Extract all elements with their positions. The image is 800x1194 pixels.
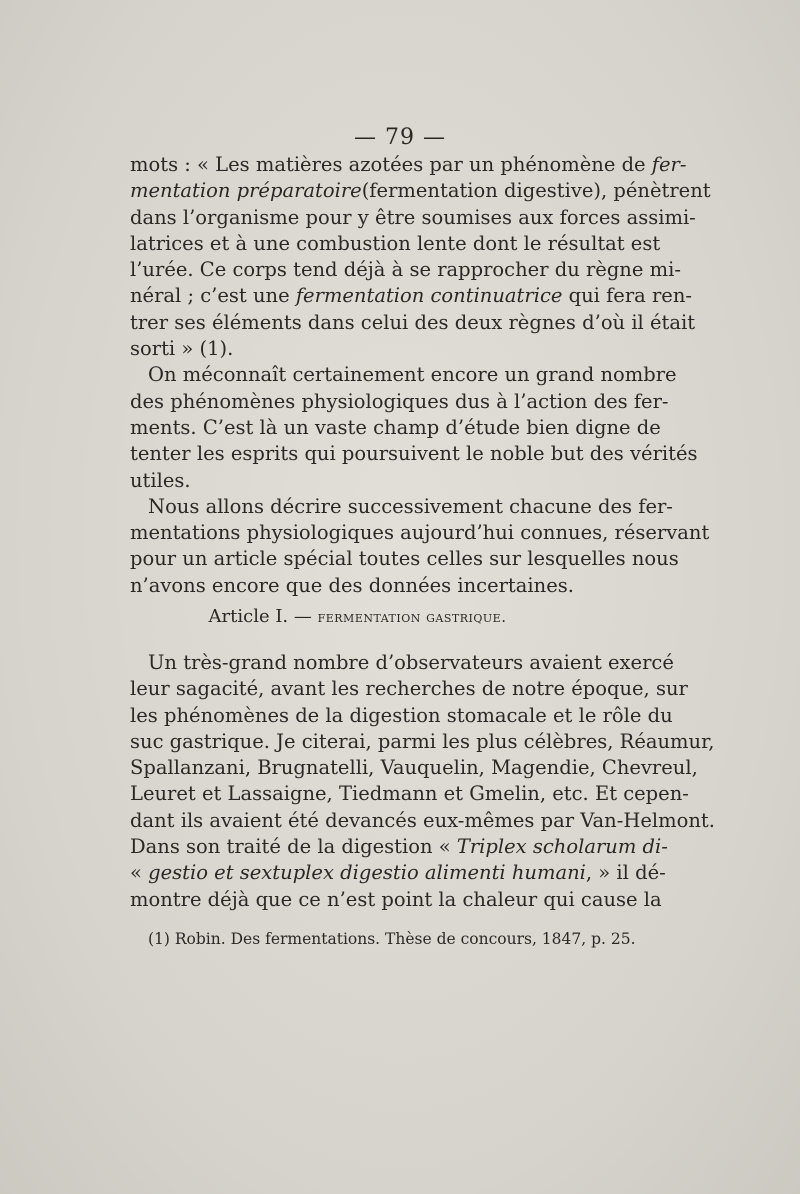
text-line (130, 808, 715, 834)
text-line (130, 389, 669, 415)
text-segment: Nous allons décrire successivement chacune des fer- (148, 494, 673, 518)
text-segment: pour un article spécial toutes celles sur lesquelles nous (130, 547, 679, 571)
text-segment: fermentation continuatrice (295, 284, 563, 308)
text-segment: (fermentation digestive), pénètrent (361, 179, 711, 203)
text-segment: suc gastrique. Je citerai, parmi les plus célèbres, Réaumur, (130, 729, 715, 753)
text-line (130, 494, 673, 520)
text-line (130, 729, 715, 755)
text-segment: Spallanzani, Brugnatelli, Vauquelin, Magendie, Chevreul, (130, 756, 698, 780)
text-segment: les phénomènes de la digestion stomacale et le rôle du (130, 703, 673, 727)
text-segment: qui fera ren- (562, 284, 692, 308)
text-segment: Triplex scholarum di- (456, 835, 668, 859)
text-line (130, 834, 668, 860)
text-segment: n’avons encore que des données incertaines. (130, 573, 574, 597)
text-segment: l’urée. Ce corps tend déjà à se rapprocher du règne mi- (130, 258, 681, 282)
text-line (130, 520, 710, 546)
text-line (130, 178, 711, 204)
text-segment: On méconnaît certainement encore un grand nombre (148, 363, 677, 387)
text-segment: trer ses éléments dans celui des deux règnes d’où il était (130, 310, 696, 334)
text-line (130, 415, 661, 441)
text-line (130, 468, 585, 494)
text-segment: latrices et à une combustion lente dont le résultat est (130, 231, 661, 255)
footnote: (1) Robin. Des fermentations. Thèse de concours, 1847, p. 25. (148, 930, 636, 948)
text-segment: sorti » (1). (130, 337, 234, 361)
text-segment: dant ils avaient été devancés eux-mêmes par Van-Helmont. (130, 808, 715, 832)
text-line (130, 781, 689, 807)
text-line (130, 310, 696, 336)
text-line (130, 860, 666, 886)
text-line (130, 205, 696, 231)
text-line (130, 650, 674, 676)
text-line (130, 676, 688, 702)
text-segment: Leuret et Lassaigne, Tiedmann et Gmelin, etc. Et cepen- (130, 782, 689, 806)
text-segment: dans l’organisme pour y être soumises aux forces assimi- (130, 205, 696, 229)
text-line (130, 441, 698, 467)
text-segment: mentation préparatoire (130, 179, 362, 203)
heading-title: fermentation gastrique. (317, 608, 507, 626)
text-line (130, 887, 662, 913)
text-segment: mentations physiologiques aujourd’hui connues, réservant (130, 521, 710, 545)
page-number: — 79 — (354, 125, 446, 150)
heading-prefix: Article I. — (208, 606, 312, 627)
text-segment: fer- (651, 153, 687, 176)
text-segment: leur sagacité, avant les recherches de notre époque, sur (130, 677, 688, 701)
text-segment: néral ; c’est une (130, 284, 296, 308)
text-line (130, 283, 692, 309)
text-segment: montre déjà que ce n’est point la chaleur qui cause la (130, 887, 662, 911)
text-line (130, 231, 661, 257)
text-segment: utiles. (130, 468, 191, 492)
section-heading (130, 606, 585, 627)
text-segment: ments. C’est là un vaste champ d’étude bien digne de (130, 415, 661, 439)
text-line (130, 755, 698, 781)
text-segment: des phénomènes physiologiques dus à l’action des fer- (130, 389, 669, 413)
text-line (130, 703, 673, 729)
text-segment: Dans son traité de la digestion « (130, 835, 457, 859)
body-text-bottom (130, 650, 715, 913)
text-line (130, 257, 681, 283)
body-text-top (130, 152, 711, 599)
text-line (130, 336, 585, 362)
text-line (130, 362, 677, 388)
text-segment: Un très-grand nombre d’observateurs avaient exercé (148, 651, 674, 674)
text-line (130, 573, 585, 599)
text-segment: , » il dé- (585, 861, 666, 885)
text-line (130, 152, 687, 178)
text-segment: gestio et sextuplex digestio alimenti humani (148, 861, 586, 885)
text-line (130, 546, 679, 572)
text-segment: tenter les esprits qui poursuivent le noble but des vérités (130, 442, 698, 466)
text-segment: « (130, 861, 149, 885)
text-segment: mots : « Les matières azotées par un phénomène de (130, 153, 652, 176)
